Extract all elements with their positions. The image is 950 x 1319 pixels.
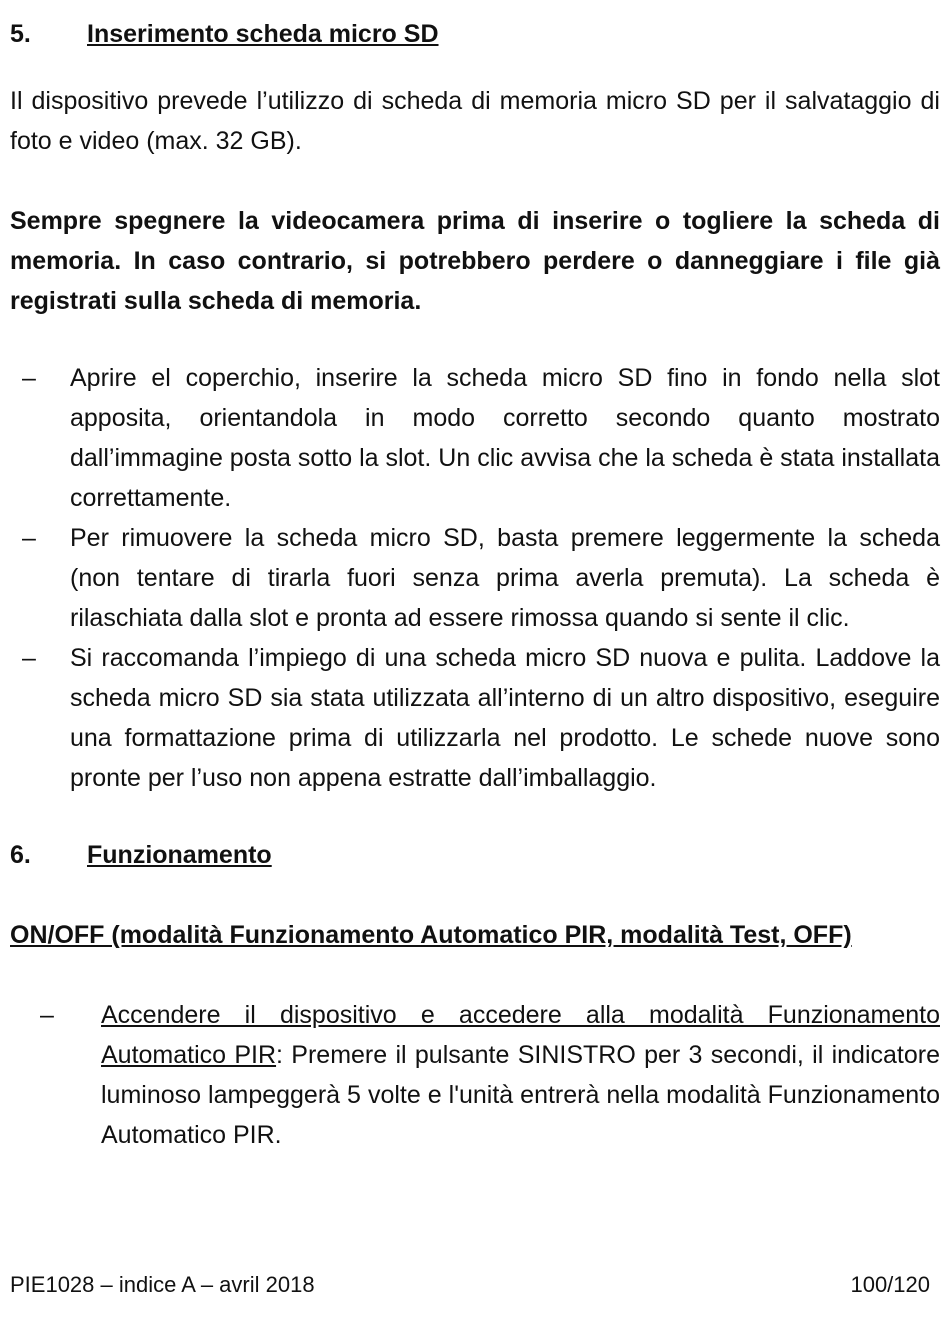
section-6-list — [10, 995, 940, 1155]
list-item-text: Si raccomanda l’impiego di una scheda micro SD nuova e pulita. Laddove la scheda micro SD sia stata utilizzata all’interno di un altro dispositivo, eseguire una formattazione prima di utilizzarla nel prodotto. Le schede nuove sono pronte per l’uso non appena estratte dall’imballaggio. — [70, 644, 940, 792]
dash-bullet-icon: – — [22, 364, 36, 392]
section-5-warning: Sempre spegnere la videocamera prima di inserire o togliere la scheda di memoria. In caso contrario, si potrebbero perdere o danneggiare i file già registrati sulla scheda di memoria. — [10, 207, 940, 315]
list-item-text: : Premere il pulsante SINISTRO per 3 secondi, il indicatore luminoso lampeggerà 5 volte e l'unità entrerà nella modalità Funzionamento Automatico PIR. — [101, 1041, 940, 1149]
footer-document-id: PIE1028 – indice A – avril 2018 — [10, 1272, 315, 1297]
page-footer — [10, 1270, 930, 1300]
section-5-number: 5. — [10, 20, 31, 48]
list-item — [10, 358, 940, 518]
list-item — [10, 638, 940, 798]
section-6-subheading: ON/OFF (modalità Funzionamento Automatico PIR, modalità Test, OFF) — [10, 921, 852, 949]
section-5-heading — [10, 14, 940, 54]
list-item-text: Aprire el coperchio, inserire la scheda micro SD fino in fondo nella slot apposita, orientandola in modo corretto secondo quanto mostrato dall’immagine posta sotto la slot. Un clic avvisa che la scheda è stata installata correttamente. — [70, 364, 940, 512]
dash-bullet-icon: – — [40, 1001, 54, 1029]
section-5-intro: Il dispositivo prevede l’utilizzo di scheda di memoria micro SD per il salvataggio di foto e video (max. 32 GB). — [10, 87, 940, 155]
list-item-underlined-text: Accendere il dispositivo e accedere alla modalità Funzionamento Automatico PIR — [101, 1001, 940, 1069]
footer-page-number: 100/120 — [850, 1272, 930, 1297]
section-6-title: Funzionamento — [87, 841, 272, 869]
section-6-heading — [10, 835, 940, 875]
dash-bullet-icon: – — [22, 524, 36, 552]
list-item — [10, 518, 940, 638]
list-item-text: Per rimuovere la scheda micro SD, basta premere leggermente la scheda (non tentare di tirarla fuori senza prima averla premuta). La scheda è rilaschiata dalla slot e pronta ad essere rimossa quando si sente il clic. — [70, 524, 940, 632]
section-6-number: 6. — [10, 841, 31, 869]
document-page — [10, 14, 940, 1155]
list-item — [10, 995, 940, 1155]
section-5-list — [10, 358, 940, 798]
section-5-title: Inserimento scheda micro SD — [87, 20, 439, 48]
dash-bullet-icon: – — [22, 644, 36, 672]
